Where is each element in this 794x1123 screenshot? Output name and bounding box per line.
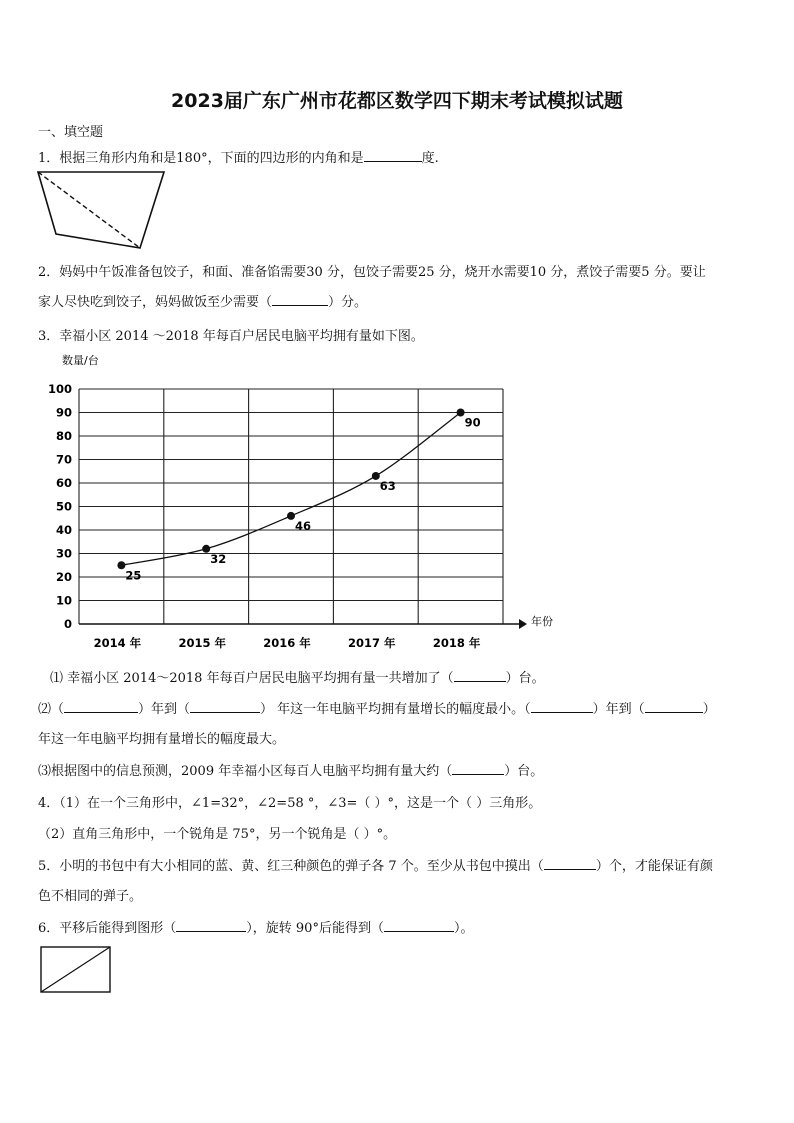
question-3-sub-2-text-b: ）年到（	[138, 702, 191, 717]
y-tick-label: 100	[47, 382, 72, 396]
y-tick-label: 0	[63, 617, 72, 631]
answer-blank[interactable]	[272, 293, 328, 306]
question-3-sub-1-unit: ）台。	[505, 671, 545, 686]
question-2-text: 家人尽快吃到饺子，妈妈做饭至少需要（	[38, 295, 273, 310]
question-5-text-end: ）个，才能保证有颜	[595, 859, 713, 874]
data-label: 63	[379, 478, 396, 493]
question-3-sub-3-text: ⑶根据图中的信息预测，2009 年幸福小区每百人电脑平均拥有量大约（	[38, 764, 453, 779]
answer-blank[interactable]	[645, 700, 703, 713]
question-6-text-b: ），旋转 90°后能得到（	[246, 921, 384, 936]
x-tick-label: 2015 年	[178, 636, 226, 650]
y-tick-label: 30	[55, 546, 72, 561]
page-title: 2023届广东广州市花都区数学四下期末考试模拟试题	[171, 90, 623, 112]
question-3-sub-2-text-c: ） 年这一年电脑平均拥有量增长的幅度最小。（	[260, 702, 531, 717]
question-3-sub-2	[38, 698, 716, 717]
data-point	[457, 409, 465, 417]
data-label: 25	[125, 568, 142, 583]
data-label: 32	[210, 551, 227, 566]
question-4-line-2: （2）直角三角形中，一个锐角是 75°，另一个锐角是（ ）°。	[38, 827, 397, 842]
question-3: 3．幸福小区 2014 ～2018 年每百户居民电脑平均拥有量如下图。	[38, 329, 424, 344]
x-axis-arrow	[519, 619, 527, 629]
question-5-text: 5．小明的书包中有大小相同的蓝、黄、红三种颜色的弹子各 7 个。至少从书包中摸出（	[38, 859, 544, 874]
question-3-sub-2-text-a: ⑵（	[38, 702, 65, 717]
answer-blank[interactable]	[364, 149, 422, 162]
question-6-text-a: 6．平移后能得到图形（	[38, 921, 177, 936]
chart-grid	[79, 389, 503, 624]
data-point	[372, 472, 380, 480]
question-3-sub-2-text-d: ）年到（	[592, 702, 645, 717]
question-3-sub-3-unit: ）台。	[504, 764, 544, 779]
question-1-text: 1．根据三角形内角和是180°，下面的四边形的内角和是	[38, 151, 364, 166]
question-3-sub-2-line-2: 年这一年电脑平均拥有量增长的幅度最大。	[38, 732, 286, 747]
series-line	[121, 413, 460, 566]
answer-blank[interactable]	[64, 700, 138, 713]
y-tick-label: 50	[55, 499, 72, 514]
question-1-unit: 度.	[421, 151, 439, 166]
y-tick-label: 60	[55, 476, 72, 490]
answer-blank[interactable]	[531, 700, 593, 713]
data-point	[117, 561, 125, 569]
x-tick-label: 2016 年	[263, 636, 311, 650]
y-tick-label: 80	[55, 429, 72, 443]
section-heading: 一、填空题	[38, 125, 104, 140]
question-6-text-c: ）。	[453, 921, 474, 936]
y-tick-label: 90	[55, 405, 72, 420]
question-2-line-2	[38, 291, 367, 310]
question-1	[38, 147, 439, 166]
rectangle-figure	[38, 944, 114, 996]
question-3-sub-1	[50, 667, 545, 686]
x-axis-label: 年份	[531, 615, 553, 628]
answer-blank[interactable]	[454, 669, 506, 682]
y-tick-label: 40	[55, 523, 72, 537]
answer-blank[interactable]	[452, 762, 504, 775]
y-tick-label: 70	[55, 452, 72, 467]
question-3-sub-2-text-e: ）	[702, 702, 716, 717]
answer-blank[interactable]	[544, 857, 596, 870]
line-chart	[34, 345, 574, 663]
data-label: 90	[464, 415, 481, 430]
answer-blank[interactable]	[190, 700, 260, 713]
x-tick-label: 2014 年	[93, 636, 142, 650]
question-6	[38, 917, 473, 936]
y-tick-label: 10	[55, 593, 72, 608]
answer-blank[interactable]	[384, 919, 454, 932]
question-4-line-1: 4．（1）在一个三角形中，∠1=32°，∠2=58 °，∠3=（ ）°，这是一个（ ）三角形。	[38, 796, 542, 811]
question-5-line-1	[38, 855, 713, 874]
question-2-unit: ）分。	[328, 295, 368, 310]
question-5-line-2: 色不相同的弹子。	[38, 889, 143, 904]
x-tick-label: 2018 年	[432, 636, 481, 650]
y-tick-label: 20	[55, 570, 72, 584]
question-2-line-1: 2．妈妈中午饭准备包饺子，和面、准备馅需要30 分，包饺子需要25 分，烧开水需要10 分，煮饺子需要5 分。要让	[38, 265, 706, 280]
question-3-sub-3	[38, 760, 543, 779]
data-point	[287, 512, 295, 520]
quadrilateral-figure	[34, 168, 168, 252]
x-tick-label: 2017 年	[348, 636, 396, 650]
data-point	[202, 545, 210, 553]
question-3-sub-1-text: ⑴ 幸福小区 2014～2018 年每百户居民电脑平均拥有量一共增加了（	[50, 671, 454, 686]
data-label: 46	[295, 518, 312, 533]
answer-blank[interactable]	[176, 919, 246, 932]
y-axis-label: 数量/台	[62, 354, 99, 367]
